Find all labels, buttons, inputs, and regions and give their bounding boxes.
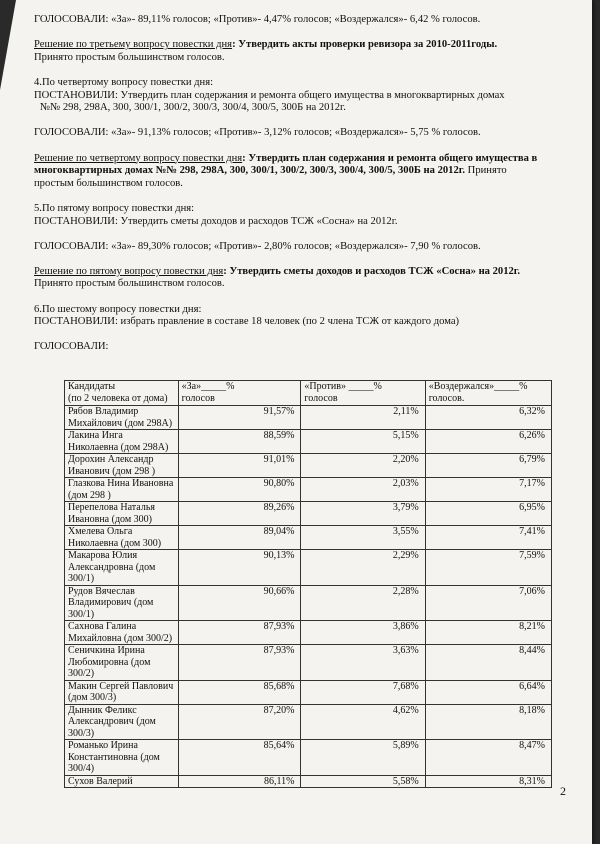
table-row [65,680,552,704]
decision-q4: Решение по четвертому вопросу повестки дня: Утвердить план содержания и ремонта общего имущества в [34,152,538,164]
page-number: 2 [560,784,566,798]
decision-q4-cont: многоквартирных домах №№ 298, 298А, 300, 300/1, 300/2, 300/3, 300/4, 300/5, 300Б на 2012г. Принято [34,165,507,177]
vote-abstain: 6,64% [425,680,551,704]
vote-against: 5,89% [301,740,425,776]
candidate-name: Сеничкина Ирина Любомировна (дом 300/2) [65,645,179,681]
vote-for: 85,64% [178,740,301,776]
candidate-votes-table [64,380,552,788]
vote-against: 2,11% [301,406,425,430]
folded-corner [0,0,16,90]
vote-abstain: 6,95% [425,502,551,526]
vote-result-q3: ГОЛОСОВАЛИ: «За»- 89,11% голосов; «Против»- 4,47% голосов; «Воздержался»- 6,42 % голосов. [34,14,481,25]
accepted-q5: Принято простым большинством голосов. [34,278,225,290]
vote-against: 3,55% [301,526,425,550]
header-candidates: Кандидаты (по 2 человека от дома) [65,381,179,406]
candidate-name: Дынник Феликс Александрович (дом 300/3) [65,704,179,740]
table-row [65,645,552,681]
vote-abstain: 8,31% [425,775,551,788]
resolved-q5: ПОСТАНОВИЛИ: Утвердить сметы доходов и расходов ТСЖ «Сосна» на 2012г. [34,215,398,227]
vote-abstain: 8,47% [425,740,551,776]
header-for: «За»_____% голосов [178,381,301,406]
vote-result-q5: ГОЛОСОВАЛИ: «За»- 89,30% голосов; «Против»- 2,80% голосов; «Воздержался»- 7,90 % голосов. [34,240,481,252]
vote-against: 2,20% [301,454,425,478]
table-row [65,478,552,502]
table-row [65,704,552,740]
table-row [65,526,552,550]
vote-result-q4: ГОЛОСОВАЛИ: «За»- 91,13% голосов; «Против»- 3,12% голосов; «Воздержался»- 5,75 % голосов. [34,127,481,139]
vote-against: 2,28% [301,585,425,621]
candidate-name: Дорохин Александр Иванович (дом 298 ) [65,454,179,478]
table-row [65,406,552,430]
candidate-name: Сухов Валерий [65,775,179,788]
vote-abstain: 7,59% [425,550,551,586]
vote-for: 87,20% [178,704,301,740]
accepted-q3: Принято простым большинством голосов. [34,51,225,63]
table-row [65,585,552,621]
vote-against: 3,86% [301,621,425,645]
question-6-heading: 6.По шестому вопросу повестки дня: [34,303,202,315]
resolved-q4: ПОСТАНОВИЛИ: Утвердить план содержания и ремонта общего имущества в многоквартирных домах [34,89,505,101]
vote-abstain: 6,32% [425,406,551,430]
vote-for: 90,80% [178,478,301,502]
table-row [65,775,552,788]
question-4-heading: 4.По четвертому вопросу повестки дня: [34,76,214,88]
candidate-name: Перепелова Наталья Ивановна (дом 300) [65,502,179,526]
vote-against: 2,03% [301,478,425,502]
vote-for: 90,66% [178,585,301,621]
resolved-q4-houses: №№ 298, 298А, 300, 300/1, 300/2, 300/3, 300/4, 300/5, 300Б на 2012г. [40,102,346,114]
candidate-name: Лакина Инга Николаевна (дом 298А) [65,430,179,454]
candidate-name: Рябов Владимир Михайлович (дом 298А) [65,406,179,430]
candidate-name: Рудов Вячеслав Владимирович (дом 300/1) [65,585,179,621]
vote-against: 4,62% [301,704,425,740]
vote-for: 89,26% [178,502,301,526]
document-body [34,14,574,354]
table-row [65,454,552,478]
decision-q5: Решение по пятому вопросу повестки дня: Утвердить сметы доходов и расходов ТСЖ «Сосна» на 2012г. [34,265,521,277]
candidate-name: Романько Ирина Константиновна (дом 300/4) [65,740,179,776]
table-row [65,502,552,526]
header-against: «Против» _____% голосов [301,381,425,406]
table-row [65,621,552,645]
vote-against: 3,79% [301,502,425,526]
candidate-name: Глазкова Нина Ивановна (дом 298 ) [65,478,179,502]
vote-abstain: 7,41% [425,526,551,550]
resolved-q6: ПОСТАНОВИЛИ: избрать правление в составе 18 человек (по 2 члена ТСЖ от каждого дома) [34,316,460,328]
vote-abstain: 8,18% [425,704,551,740]
vote-against: 3,63% [301,645,425,681]
vote-abstain: 8,21% [425,621,551,645]
vote-for: 88,59% [178,430,301,454]
vote-against: 5,58% [301,775,425,788]
question-5-heading: 5.По пятому вопросу повестки дня: [34,202,195,214]
decision-q3: Решение по третьему вопросу повестки дня: Утвердить акты проверки ревизора за 2010-2011годы. [34,39,498,51]
vote-against: 5,15% [301,430,425,454]
vote-abstain: 7,06% [425,585,551,621]
vote-abstain: 7,17% [425,478,551,502]
candidate-name: Макарова Юлия Александровна (дом 300/1) [65,550,179,586]
table-row [65,740,552,776]
vote-for: 91,57% [178,406,301,430]
voted-heading: ГОЛОСОВАЛИ: [34,341,109,353]
candidate-name: Макин Сергей Павлович (дом 300/3) [65,680,179,704]
candidate-name: Хмелева Ольга Николаевна (дом 300) [65,526,179,550]
vote-against: 2,29% [301,550,425,586]
vote-for: 86,11% [178,775,301,788]
table-header-row [65,381,552,406]
vote-abstain: 8,44% [425,645,551,681]
header-abstain: «Воздержался»_____% голосов. [425,381,551,406]
table-row [65,550,552,586]
table-row [65,430,552,454]
vote-for: 89,04% [178,526,301,550]
vote-for: 87,93% [178,621,301,645]
vote-for: 85,68% [178,680,301,704]
accepted-q4: простым большинством голосов. [34,177,183,189]
vote-for: 91,01% [178,454,301,478]
vote-against: 7,68% [301,680,425,704]
vote-abstain: 6,26% [425,430,551,454]
candidate-name: Сахнова Галина Михайловна (дом 300/2) [65,621,179,645]
vote-for: 90,13% [178,550,301,586]
vote-abstain: 6,79% [425,454,551,478]
vote-for: 87,93% [178,645,301,681]
